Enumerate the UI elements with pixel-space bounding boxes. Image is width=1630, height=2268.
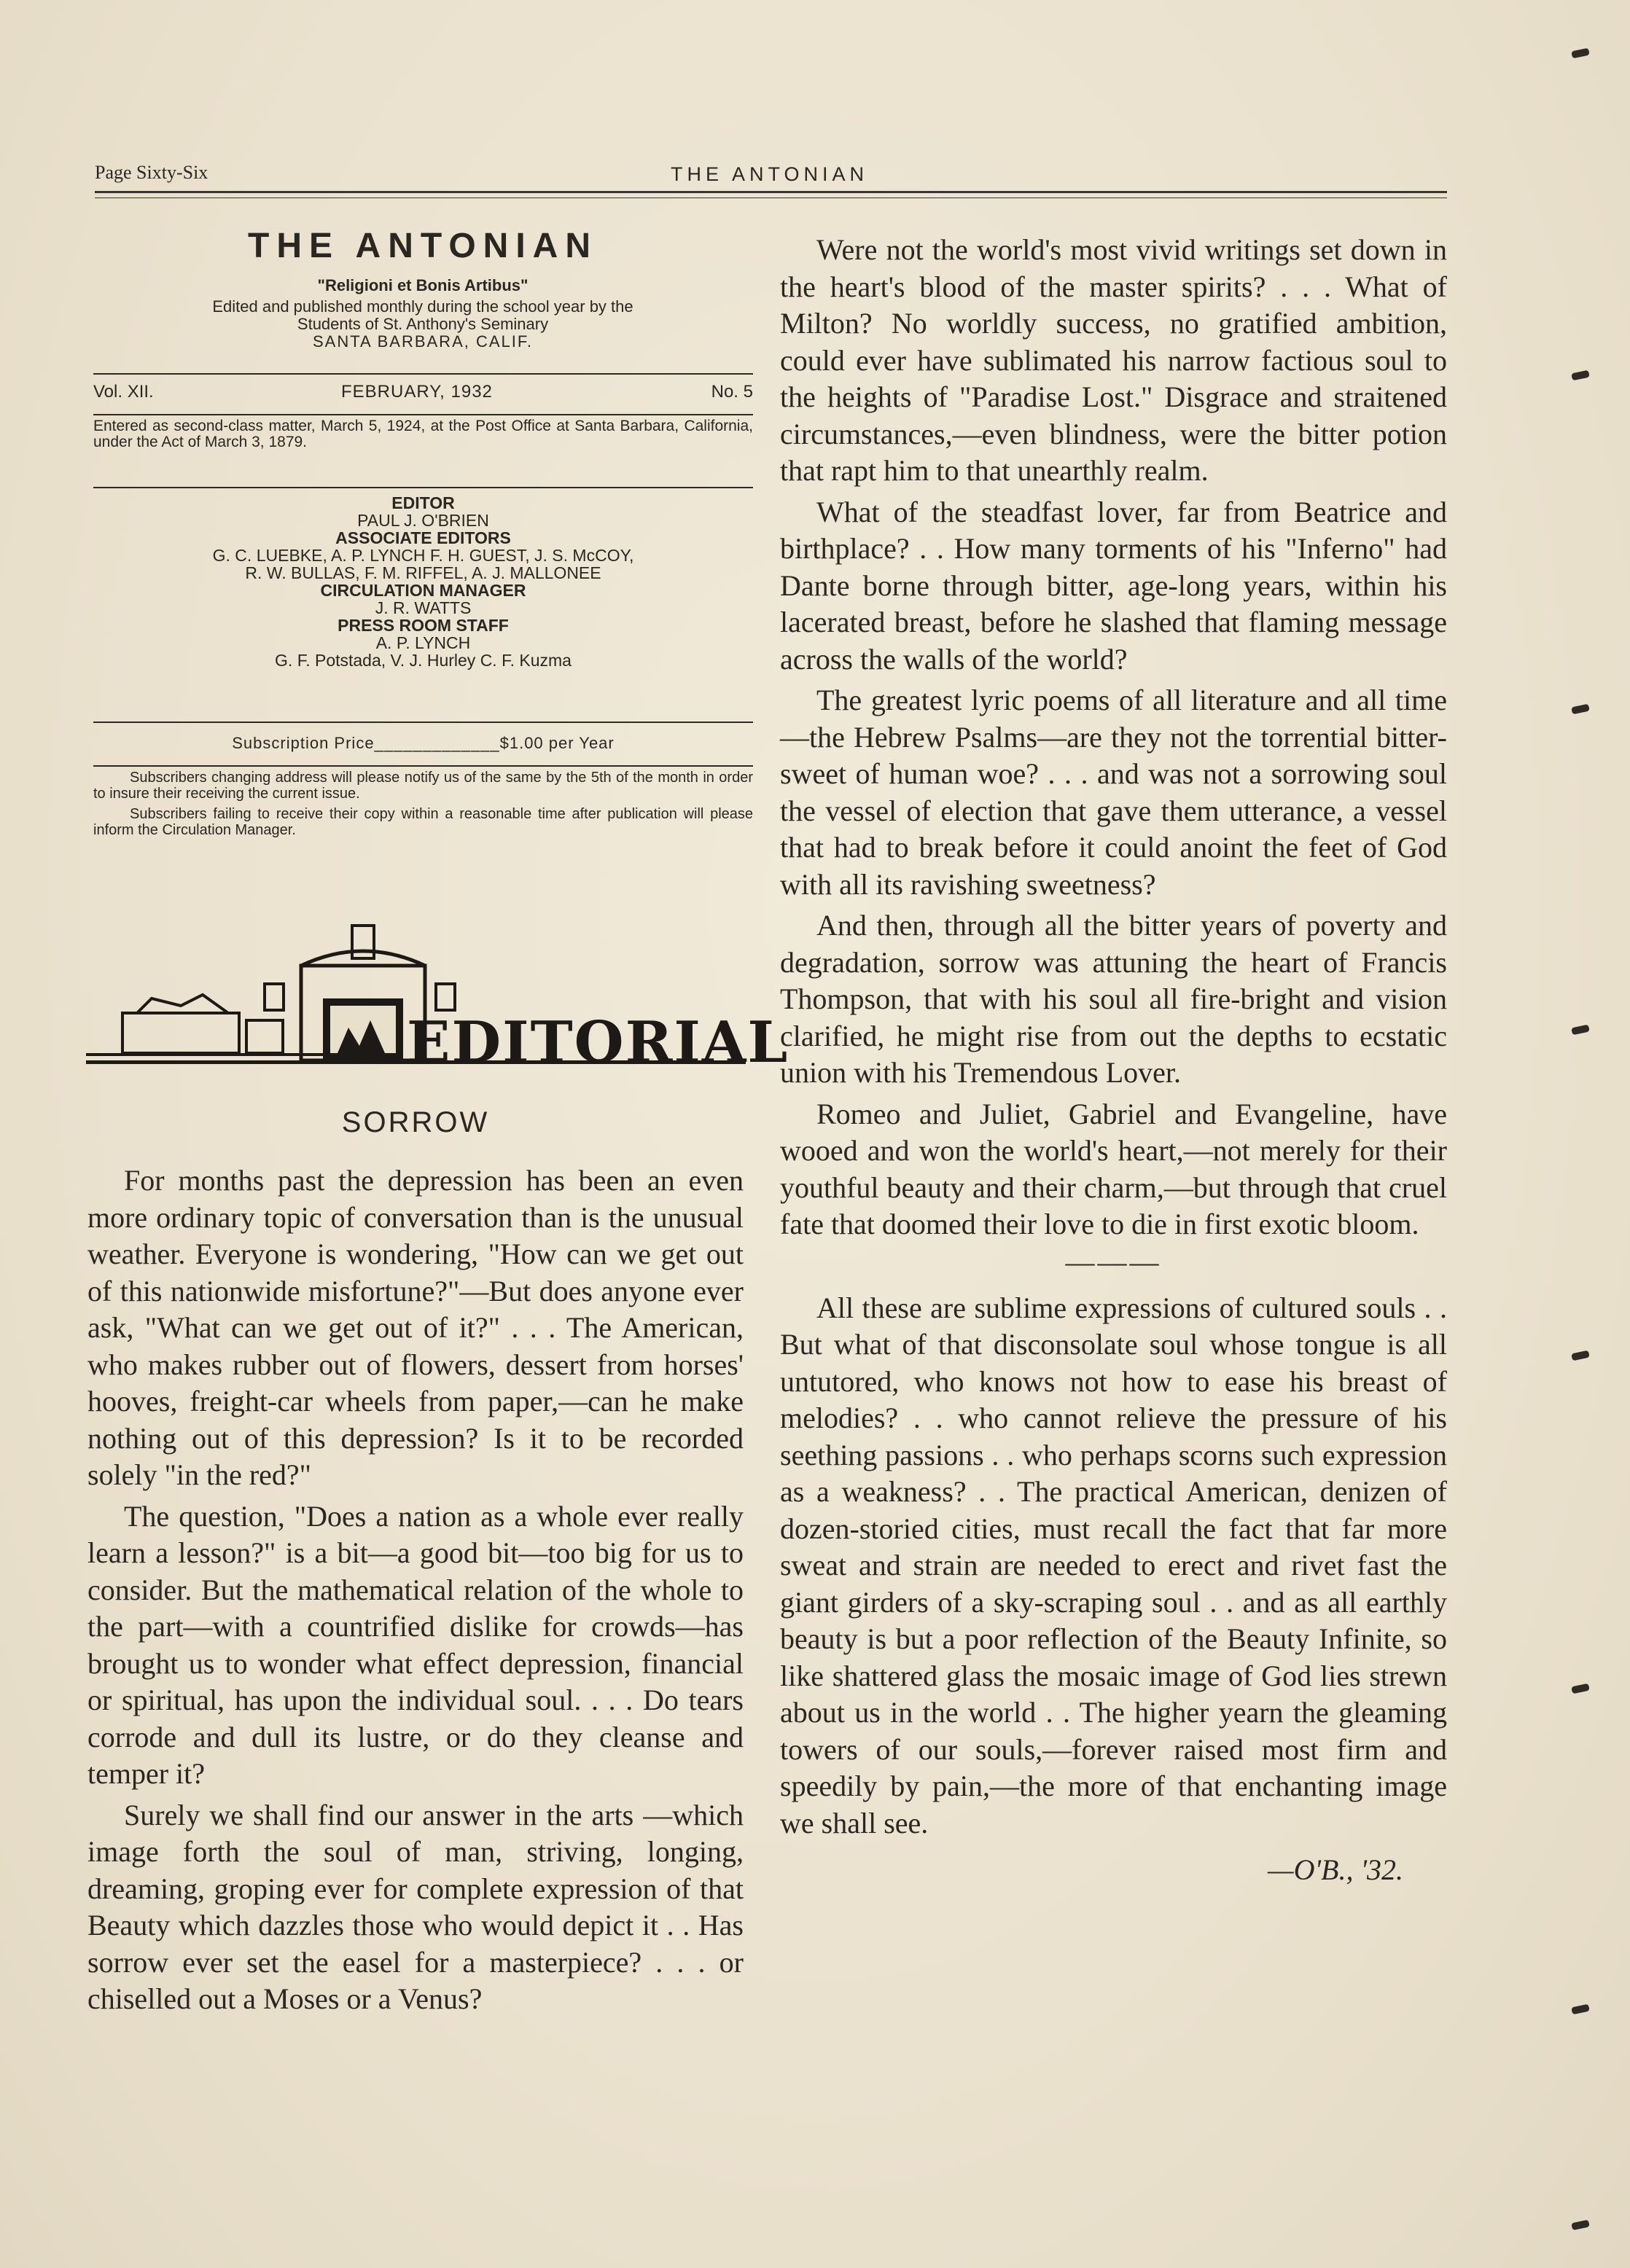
associate-editors-line-1: G. C. LUEBKE, A. P. LYNCH F. H. GUEST, J. S. McCOY, [212, 546, 634, 565]
article-column-left [87, 1162, 744, 2022]
published-line-1: Edited and published monthly during the school year by the [212, 297, 633, 316]
paragraph: All these are sublime expressions of cultured souls . . But what of that disconsolate soul whose tongue is all untutored, who knows not how to ease his breast of melodies? . . who cannot relieve the pressure of his seething passions . . who perhaps scorns such expression as a weakness? . . The practical American, denizen of dozen-storied cities, must recall the fact that far more sweat and strain are needed to erect and rivet fast the giant girders of a sky-scraping soul . . and as all earthly beauty is but a poor reflection of the Beauty Infinite, so like shattered glass the mosaic image of God lies strewn about us in the world . . The higher yearn the gleaming towers of our souls,—forever raised most firm and speedily by pain,—the more of that enchanting image we shall see. [780, 1291, 1447, 1839]
masthead-title: THE ANTONIAN [248, 227, 598, 265]
subscription-price: Subscription Price_____________$1.00 per Year [93, 722, 753, 767]
press-room-heading: PRESS ROOM STAFF [338, 616, 509, 635]
staff-box [93, 494, 753, 669]
masthead-motto: "Religioni et Bonis Artibus" [317, 276, 529, 294]
notice-missing-copy: Subscribers failing to receive their copy within a reasonable time after publication will please inform the Circulation Manager. [93, 806, 753, 838]
masthead-published [87, 298, 758, 351]
editor-name: PAUL J. O'BRIEN [357, 511, 489, 530]
circulation-manager: J. R. WATTS [375, 598, 472, 617]
paragraph: The greatest lyric poems of all literature and all time—the Hebrew Psalms—are they not the torrential bitter-sweet of human woe? . . . and was not a sorrowing soul the vessel of election that gave them utterance, a vessel that had to break before it could anoint the feet of God with all its ravishing sweetness? [780, 684, 1447, 901]
circulation-heading: CIRCULATION MANAGER [320, 581, 526, 600]
article-title: SORROW [341, 1106, 490, 1138]
masthead-rule [93, 487, 753, 488]
published-line-3: SANTA BARBARA, CALIF. [312, 332, 533, 351]
binding-edge [1572, 0, 1601, 2268]
header-rule [95, 191, 1447, 198]
paragraph: For months past the depression has been an even more ordinary topic of conversation than is the unusual weather. Everyone is wondering, "How can we get out of this nationwide misfortune?"—But does anyone ever ask, "What can we get out of it?" . . . The American, who makes rubber out of flowers, dessert from horses' hooves, freight-car wheels from paper,—can he make nothing out of this depression? Is it to be recorded solely "in the red?" [87, 1164, 744, 1491]
section-separator: ——— [1065, 1245, 1162, 1278]
press-room-line-2: G. F. Potstada, V. J. Hurley C. F. Kuzma [275, 651, 572, 670]
article-column-right [780, 232, 1447, 1889]
running-magazine-title: THE ANTONIAN [671, 163, 869, 185]
associate-editors-line-2: R. W. BULLAS, F. M. RIFFEL, A. J. MALLONEE [245, 563, 601, 582]
editor-heading: EDITOR [391, 493, 455, 512]
issue-date: FEBRUARY, 1932 [341, 382, 493, 402]
published-line-2: Students of St. Anthony's Seminary [297, 315, 549, 333]
press-room-line-1: A. P. LYNCH [375, 633, 471, 652]
masthead [87, 219, 758, 351]
paragraph: Romeo and Juliet, Gabriel and Evangeline, have wooed and won the world's heart,—not merely for their youthful beauty and their charm,—but through that cruel fate that doomed their love to die in first exotic bloom. [780, 1097, 1447, 1240]
paragraph: The question, "Does a nation as a whole ever really learn a lesson?" is a bit—a good bit—too big for us to consider. But the mathematical relation of the whole to the part—with a countrified dislike for crowds—has brought us to wonder what effect depression, financial or spiritual, has upon the individual soul. . . . Do tears corrode and dull its lustre, or do they cleanse and temper it? [87, 1499, 744, 1790]
volume-line [93, 373, 753, 415]
running-head [95, 162, 1447, 191]
volume: Vol. XII. [93, 382, 154, 402]
paragraph: Surely we shall find our answer in the arts —which image forth the soul of man, striving, longing, dreaming, groping ever for complete expression of that Beauty which dazzles those who would depict it . . Has sorrow ever set the easel for a masterpiece? . . . or chiselled out a Moses or a Venus? [87, 1798, 744, 2015]
subscriber-notices [93, 770, 753, 842]
paragraph: And then, through all the bitter years of poverty and degradation, sorrow was attuning the heart of Francis Thompson, that with his soul all fire-bright and vision clarified, he might rise from out the depths to ecstatic union with his Tremendous Lover. [780, 909, 1447, 1089]
postal-entry-notice: Entered as second-class matter, March 5, 1924, at the Post Office at Santa Barbara, California, under the Act of March 3, 1879. [93, 418, 753, 450]
notice-address-change: Subscribers changing address will please notify us of the same by the 5th of the month in order to insure their receiving the current issue. [93, 770, 753, 802]
editorial-banner [86, 911, 789, 1082]
author-signature: —O'B., '32. [1268, 1853, 1403, 1886]
issue-number: No. 5 [711, 382, 753, 402]
page-number: Page Sixty-Six [95, 162, 208, 183]
associate-editors-heading: ASSOCIATE EDITORS [335, 528, 511, 547]
paragraph: What of the steadfast lover, far from Beatrice and birthplace? . . How many torments of his "Inferno" had Dante borne through bitter, age-long years, within his lacerated breast, before he slashed that flaming message across the walls of the world? [780, 495, 1447, 676]
paragraph: Were not the world's most vivid writings set down in the heart's blood of the master spirits? . . . What of Milton? No worldly success, no gratified ambition, could ever have sublimated his narrow factious soul to the heights of "Paradise Lost." Disgrace and straitened circumstances,—even blindness, were the bitter potion that rapt him to that unearthly realm. [780, 233, 1447, 487]
editorial-banner-word: EDITORIAL [407, 1009, 789, 1076]
